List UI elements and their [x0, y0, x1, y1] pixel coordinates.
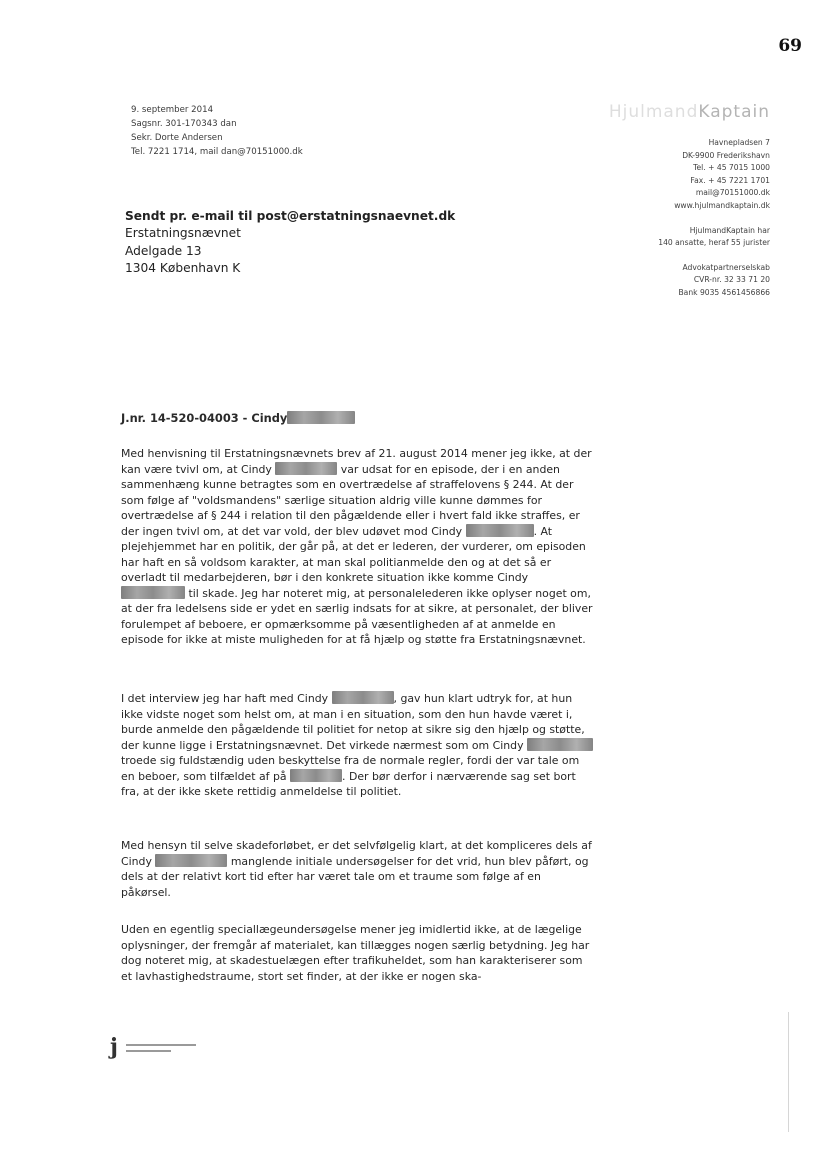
redaction-block	[121, 586, 185, 599]
redaction-block	[332, 691, 394, 704]
firm-details	[560, 137, 770, 300]
firm-address-city: DK-9900 Frederikshavn	[682, 150, 770, 160]
sender-contact: Tel. 7221 1714, mail dan@70151000.dk	[131, 147, 303, 157]
paragraph-4: Uden en egentlig speciallægeundersøgelse mener jeg imidlertid ikke, at de lægelige oplysninger, der fremgår af materialet, kan tillægges nogen særlig betydning. Jeg har dog noteret mig, at skadestuelægen efter trafikuheldet, som han karakteriserer som et lavhastighedstraume, stort set finder, at der ikke er nogen ska-	[121, 923, 590, 983]
firm-cvr: CVR-nr. 32 33 71 20	[693, 275, 770, 285]
redaction-block	[466, 524, 534, 537]
sender-block	[131, 103, 303, 159]
firm-address-street: Havnepladsen 7	[708, 138, 770, 147]
firm-type: Advokatpartnerselskab	[682, 262, 770, 272]
recipient-block	[125, 208, 455, 278]
firm-tel: Tel. + 45 7015 1000	[693, 163, 770, 173]
paragraph-3: Med hensyn til selve skadeforløbet, er det selvfølgelig klart, at det kompliceres dels af Cindy manglende initiale undersøgelser for det vrid, hun blev påført, og dels at der relativt kort tid efter har været tale om et traume som følge af en påkørsel.	[121, 839, 592, 899]
firm-staff-1: HjulmandKaptain har	[689, 225, 770, 235]
firm-fax: Fax. + 45 7221 1701	[690, 175, 770, 185]
paragraph-1: Med henvisning til Erstatningsnævnets brev af 21. august 2014 mener jeg ikke, at der kan være tvivl om, at Cindy var udsat for en episode, der i en anden sammenhæng kunne betragtes som en overtrædelse af straffelovens § 244. At der som følge af "voldsmandens" særlige situation aldrig ville kunne dømmes for overtrædelse af § 244 i relation til den pågældende eller i hvert fald ikke straffes, er der ingen tvivl om, at det var vold, der blev udøvet mod Cindy . At plejehjemmet har en politik, der går på, at det er lederen, der vurderer, om episoden har haft en så voldsom karakter, at man skal politianmelde den og at det så er overladt til medarbejderen, bør i den konkrete situation ikke komme Cindy til skade. Jeg har noteret mig, at personalelederen ikke oplyser noget om, at der fra ledelsens side er ydet en særlig indsats for at sikre, at personalet, der bliver forulempet af beboere, er opmærksomme på væsentligheden af at anmelde en episode for ikke at miste muligheden for at få hjælp og støtte fra Erstatningsnævnet.	[121, 447, 593, 646]
case-number: Sagsnr. 301-170343 dan	[131, 119, 237, 129]
redaction-block	[155, 854, 227, 867]
firm-bank: Bank 9035 4561456866	[678, 287, 770, 297]
paragraph-2: I det interview jeg har haft med Cindy , gav hun klart udtryk for, at hun ikke vidste noget som helst om, at man i en situation, som den hun havde været i, burde anmelde den pågældende til politiet for netop at sikre sig den hjælp og støtte, der kunne ligge i Erstatningsnævnet. Det virkede nærmest som om Cindy troede sig fuldstændig uden beskyttelse fra de normale regler, fordi der var tale om en beboer, som tilfældet af på . Der bør derfor i nærværende sag set bort fra, at der ikke skete rettidig anmeldelse til politiet.	[121, 691, 593, 800]
footer-logo	[110, 1036, 200, 1062]
sent-by-email-line: Sendt pr. e-mail til post@erstatningsnaevnet.dk	[125, 209, 456, 223]
firm-mail: mail@70151000.dk	[695, 188, 770, 198]
redaction-block	[287, 411, 355, 424]
redaction-block	[275, 462, 337, 475]
secretary: Sekr. Dorte Andersen	[131, 133, 223, 143]
reference-line	[121, 411, 355, 425]
page-number: 69	[778, 36, 802, 56]
recipient-street: Adelgade 13	[125, 243, 202, 258]
redaction-block	[527, 738, 593, 751]
redaction-block	[290, 769, 342, 782]
firm-logo-faint: Hjulmand	[608, 102, 699, 122]
firm-logo-main: Kaptain	[698, 102, 770, 122]
footer-logo-mark: j	[110, 1034, 118, 1060]
firm-logo	[600, 102, 770, 122]
firm-web: www.hjulmandkaptain.dk	[674, 200, 770, 210]
letter-date: 9. september 2014	[131, 105, 214, 115]
recipient-city: 1304 København K	[125, 261, 241, 276]
recipient-name: Erstatningsnævnet	[125, 226, 241, 241]
reference-text: J.nr. 14-520-04003 - Cindy	[121, 411, 288, 425]
firm-staff-2: 140 ansatte, heraf 55 jurister	[658, 238, 770, 248]
margin-scan-mark	[788, 1012, 789, 1132]
